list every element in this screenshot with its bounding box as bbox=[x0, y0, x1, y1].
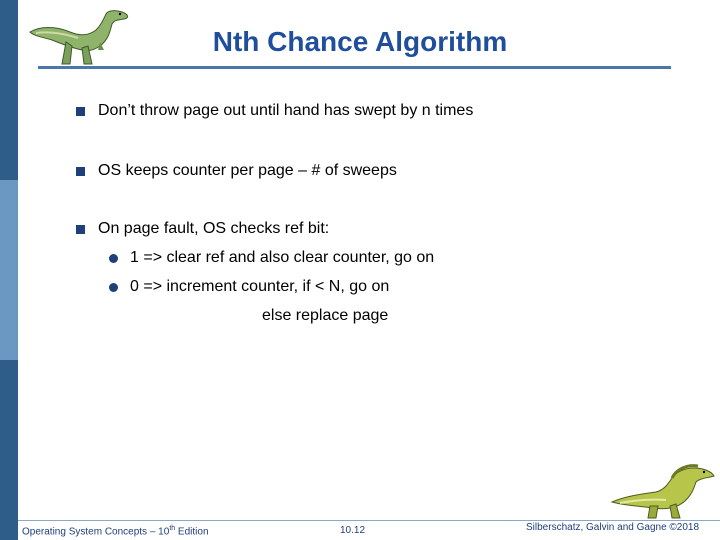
continuation-line: else replace page bbox=[262, 307, 389, 324]
left-stripe-middle bbox=[0, 180, 18, 360]
footer-book-title-suffix: Edition bbox=[175, 526, 209, 538]
sub-bullet-1: 1 => clear ref and also clear counter, go on bbox=[130, 249, 435, 266]
sub-bullet-marker bbox=[109, 254, 118, 263]
footer-page-number: 10.12 bbox=[340, 525, 366, 536]
footer-book-title bbox=[22, 525, 209, 537]
footer-copyright: Silberschatz, Galvin and Gagne ©2018 bbox=[526, 522, 700, 533]
bullet-3: On page fault, OS checks ref bit: bbox=[98, 220, 330, 237]
footer-divider bbox=[18, 520, 720, 521]
bullet-marker bbox=[76, 167, 85, 176]
footer-book-title-prefix: Operating System Concepts – 10 bbox=[22, 526, 170, 538]
sub-bullet-2: 0 => increment counter, if < N, go on bbox=[130, 278, 390, 295]
footer-book-title-sup: th bbox=[169, 525, 176, 532]
dinosaur-bottom-icon bbox=[606, 462, 718, 520]
bullet-2: OS keeps counter per page – # of sweeps bbox=[98, 162, 397, 179]
bullet-marker bbox=[76, 107, 85, 116]
page-title: Nth Chance Algorithm bbox=[212, 26, 508, 57]
bullet-1: Don’t throw page out until hand has swept by n times bbox=[98, 102, 474, 119]
sub-bullet-marker bbox=[109, 283, 118, 292]
bullet-marker bbox=[76, 225, 85, 234]
title-underline bbox=[38, 66, 671, 69]
left-stripe-bottom bbox=[0, 360, 18, 540]
